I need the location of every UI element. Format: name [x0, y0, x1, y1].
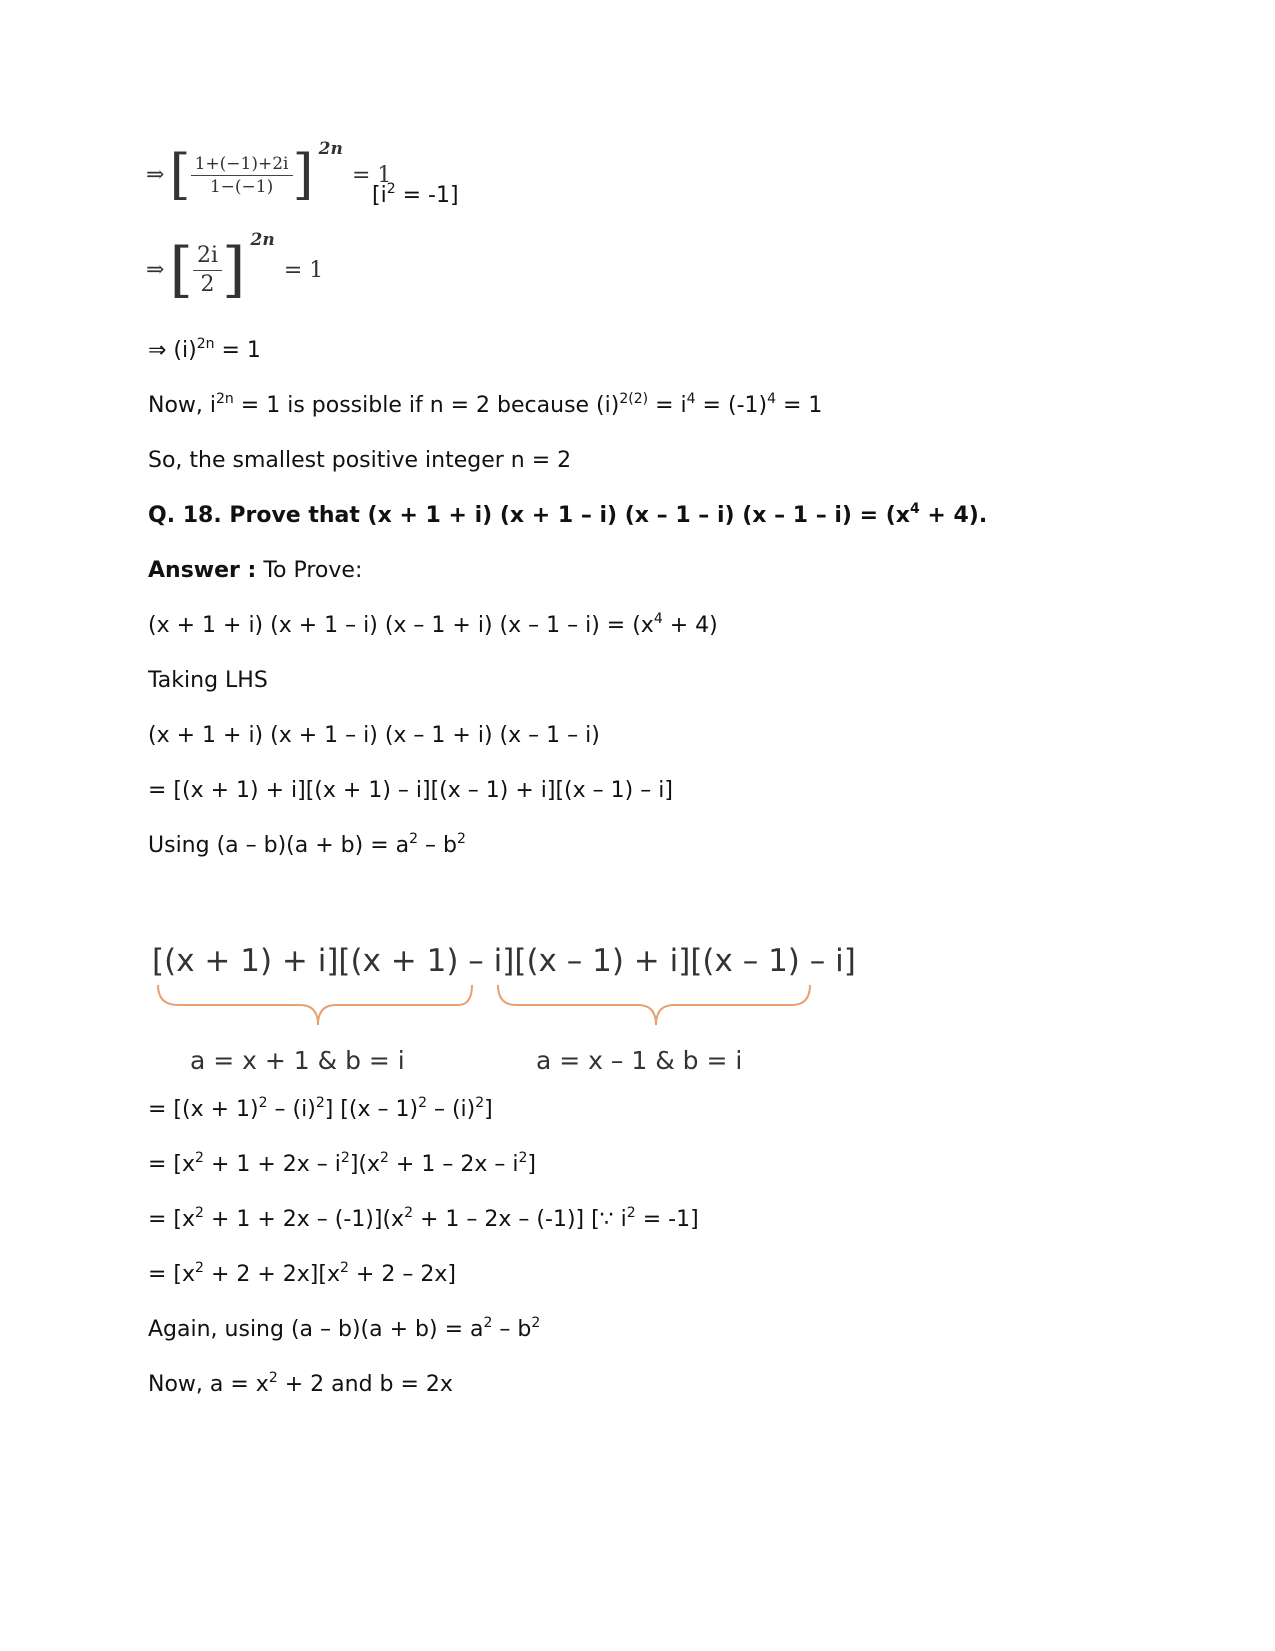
right-bracket: ] — [222, 235, 246, 305]
line-smallest-integer: So, the smallest positive integer n = 2 — [148, 448, 572, 473]
right-label: a = x – 1 & b = i — [536, 1046, 743, 1075]
left-label: a = x + 1 & b = i — [190, 1046, 405, 1075]
line-using-identity: Using $(a - b)(a + b) = a^2 - b^2$ — [148, 831, 466, 858]
implies-arrow: ⇒ — [146, 162, 165, 188]
line-simplified: = $[x^2 + 2 + 2x][x^2 + 2 - 2x]$ — [148, 1260, 456, 1287]
line-now-a-b: Now, $a = x^2 + 2$ and b = 2x — [148, 1370, 453, 1397]
question-18: Q. 18. Prove that (x + 1 + i) (x + 1 – i) (x – 1 – i) $(x - 1 - i) = (x^4 + 4)$. — [148, 501, 988, 528]
left-brace — [158, 985, 472, 1025]
line-taking-lhs: Taking LHS — [148, 668, 268, 693]
right-bracket: ] — [292, 143, 314, 206]
note-i-squared: $[i^2 = -1]$ — [372, 181, 459, 208]
exponent: 2n — [250, 229, 275, 250]
identity-diagram — [150, 935, 870, 1095]
fraction — [193, 242, 222, 299]
math-expression-2 — [146, 229, 324, 310]
line-i-power: ⇒ $(i)^{2n} = 1$ — [148, 336, 261, 363]
answer-heading: Answer : To Prove: — [148, 558, 363, 583]
exponent: 2n — [318, 138, 343, 159]
denominator: 1−(−1) — [209, 176, 274, 197]
diagram-expression: [(x + 1) + i][(x + 1) – i][(x – 1) + i][(x – 1) – i] — [152, 943, 856, 979]
rhs: = 1 — [283, 257, 324, 283]
line-grouped: = [(x + 1) + i][(x + 1) – i][(x – 1) + i][(x – 1) – i] — [148, 778, 673, 803]
right-brace — [498, 985, 810, 1025]
line-substituted: = $[x^2 + 1 + 2x - (-1)](x^2 + 1 - 2x - (-1)]$ [∵ $i^2 = -1$] — [148, 1205, 699, 1232]
answer-label: Answer : — [148, 558, 257, 583]
line-expanded: = $[x^2 + 1 + 2x - i^2](x^2 + 1 - 2x - i^2]$ — [148, 1150, 536, 1177]
numerator: 1+(−1)+2i — [191, 153, 293, 176]
line-now-possible: Now, $i^{2n} = 1$ is possible if n = 2 because $(i)^{2(2)} = i^4 = (-1)^4 = 1$ — [148, 391, 823, 418]
fraction — [191, 153, 293, 198]
left-bracket: [ — [169, 143, 191, 206]
line-difference-squares: = $[(x + 1)^2 - (i)^2]$ $[(x - 1)^2 - (i)^2]$ — [148, 1095, 493, 1122]
math-expression-1 — [146, 138, 392, 208]
rhs: = 1 — [351, 162, 392, 188]
line-again-using: Again, using $(a - b)(a + b) = a^2 - b^2$ — [148, 1315, 541, 1342]
left-bracket: [ — [169, 235, 193, 305]
line-lhs: (x + 1 + i) (x + 1 – i) (x – 1 + i) (x – 1 – i) — [148, 723, 600, 748]
denominator: 2 — [200, 271, 215, 297]
line-to-prove: (x + 1 + i) (x + 1 – i) (x – 1 + i) $(x - 1 - i) = (x^4 + 4)$ — [148, 611, 718, 638]
implies-arrow: ⇒ — [146, 257, 165, 283]
numerator: 2i — [193, 242, 222, 271]
